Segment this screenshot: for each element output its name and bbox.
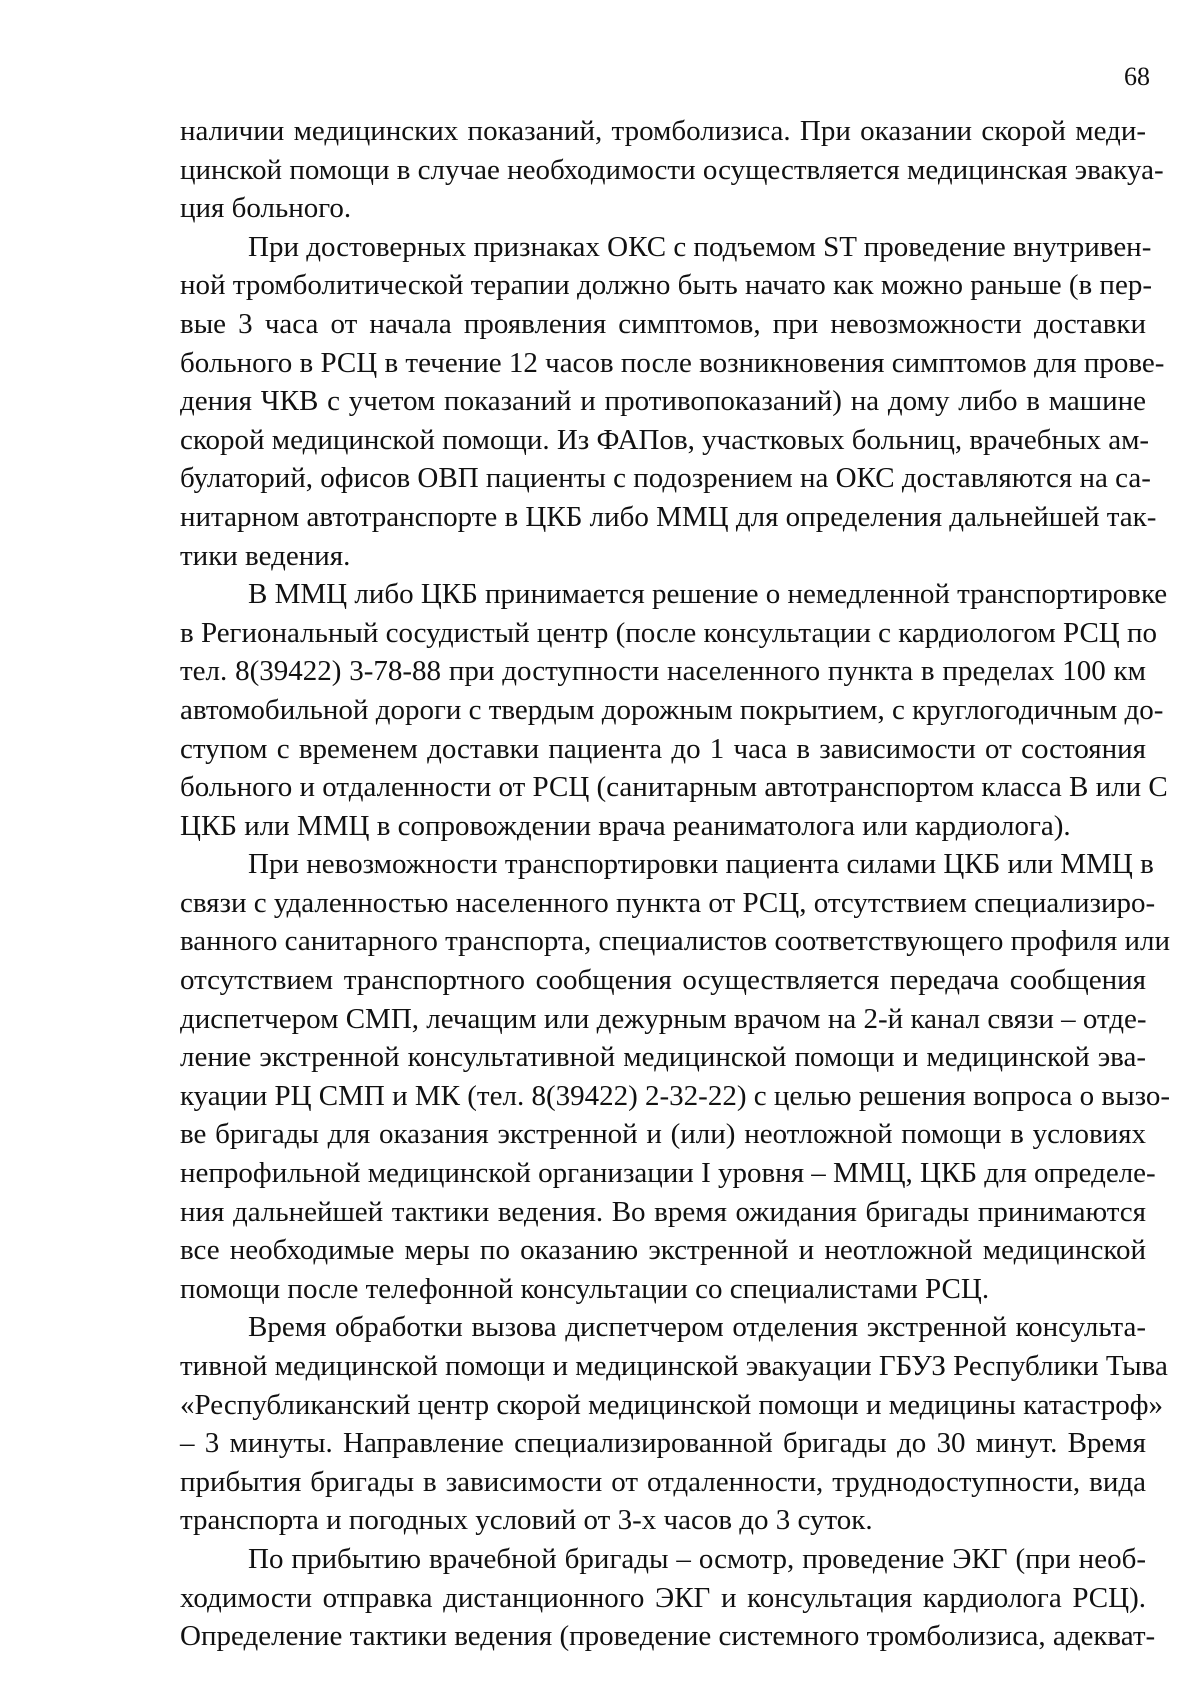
text-line: наличии медицинских показаний, тромболизиса. При оказании скорой меди-	[180, 115, 1146, 147]
text-line: – 3 минуты. Направление специализированной бригады до 30 минут. Время	[180, 1427, 1146, 1460]
text-line: в Региональный сосудистый центр (после консультации с кардиологом РСЦ по	[180, 616, 1158, 649]
paragraph-2	[180, 228, 1165, 575]
text-line: дения ЧКВ с учетом показаний и противопоказаний) на дому либо в машине	[180, 385, 1146, 418]
text-line: все необходимые меры по оказанию экстренной и неотложной медицинской	[180, 1234, 1146, 1267]
text-line: В ММЦ либо ЦКБ принимается решение о немедленной транспортировке	[248, 578, 1168, 611]
text-line: нитарном автотранспорте в ЦКБ либо ММЦ для определения дальнейшей так-	[180, 500, 1157, 533]
text-line: вые 3 часа от начала проявления симптомов, при невозможности доставки	[180, 307, 1146, 340]
text-line: ция больного.	[180, 192, 352, 225]
text-line: тел. 8(39422) 3-78-88 при доступности населенного пункта в пределах 100 км	[180, 655, 1146, 688]
text-line: непрофильной медицинской организации I уровня – ММЦ, ЦКБ для определе-	[180, 1157, 1156, 1190]
text-line: ванного санитарного транспорта, специалистов соответствующего профиля или	[180, 925, 1170, 958]
text-line: больного в РСЦ в течение 12 часов после возникновения симптомов для прове-	[180, 346, 1165, 379]
text-line: По прибытию врачебной бригады – осмотр, проведение ЭКГ (при необ-	[248, 1542, 1146, 1575]
text-line: ной тромболитической терапии должно быть начато как можно раньше (в пер-	[180, 269, 1152, 302]
text-line: диспетчером СМП, лечащим или дежурным врачом на 2-й канал связи – отде-	[180, 1002, 1147, 1035]
text-line: При невозможности транспортировки пациента силами ЦКБ или ММЦ в	[248, 848, 1154, 881]
text-line: скорой медицинской помощи. Из ФАПов, участковых больниц, врачебных ам-	[180, 423, 1150, 456]
text-line: булаторий, офисов ОВП пациенты с подозрением на ОКС доставляются на са-	[180, 462, 1151, 495]
text-line: прибытия бригады в зависимости от отдаленности, труднодоступности, вида	[180, 1465, 1146, 1498]
text-line: помощи после телефонной консультации со специалистами РСЦ.	[180, 1272, 990, 1305]
text-line: ление экстренной консультативной медицинской помощи и медицинской эва-	[180, 1041, 1146, 1074]
text-line: тики ведения.	[180, 539, 351, 572]
text-line: Время обработки вызова диспетчером отделения экстренной консульта-	[248, 1311, 1146, 1344]
text-line: автомобильной дороги с твердым дорожным покрытием, с круглогодичным до-	[180, 693, 1164, 726]
body-text	[180, 112, 1171, 1656]
text-line: «Республиканский центр скорой медицинской помощи и медицины катастроф»	[180, 1388, 1163, 1421]
paragraph-4	[180, 845, 1171, 1308]
text-line: больного и отдаленности от РСЦ (санитарным автотранспортом класса В или С	[180, 771, 1168, 804]
text-line: ве бригады для оказания экстренной и (или) неотложной помощи в условиях	[180, 1118, 1146, 1151]
page-number: 68	[1124, 62, 1150, 91]
paragraph-5	[180, 1308, 1168, 1540]
text-line: транспорта и погодных условий от 3-х часов до 3 суток.	[180, 1504, 873, 1537]
text-line: ходимости отправка дистанционного ЭКГ и консультация кардиолога РСЦ).	[180, 1581, 1146, 1614]
text-line: связи с удаленностью населенного пункта от РСЦ, отсутствием специализиро-	[180, 886, 1156, 919]
paragraph-6	[180, 1540, 1156, 1656]
text-line: Определение тактики ведения (проведение системного тромболизиса, адекват-	[180, 1620, 1156, 1653]
paragraph-3	[180, 575, 1168, 845]
text-line: куации РЦ СМП и МК (тел. 8(39422) 2-32-22) с целью решения вопроса о вызо-	[180, 1079, 1171, 1112]
text-line: ступом с временем доставки пациента до 1 часа в зависимости от состояния	[180, 732, 1146, 765]
text-line: При достоверных признаках ОКС с подъемом ST проведение внутривен-	[248, 230, 1152, 263]
text-line: цинской помощи в случае необходимости осуществляется медицинская эвакуа-	[180, 153, 1164, 186]
text-line: ния дальнейшей тактики ведения. Во время ожидания бригады принимаются	[180, 1195, 1146, 1228]
paragraph-1	[180, 112, 1164, 228]
text-line: тивной медицинской помощи и медицинской эвакуации ГБУЗ Республики Тыва	[180, 1350, 1168, 1382]
text-line: отсутствием транспортного сообщения осуществляется передача сообщения	[180, 964, 1146, 997]
text-line: ЦКБ или ММЦ в сопровождении врача реаниматолога или кардиолога).	[180, 809, 1071, 842]
